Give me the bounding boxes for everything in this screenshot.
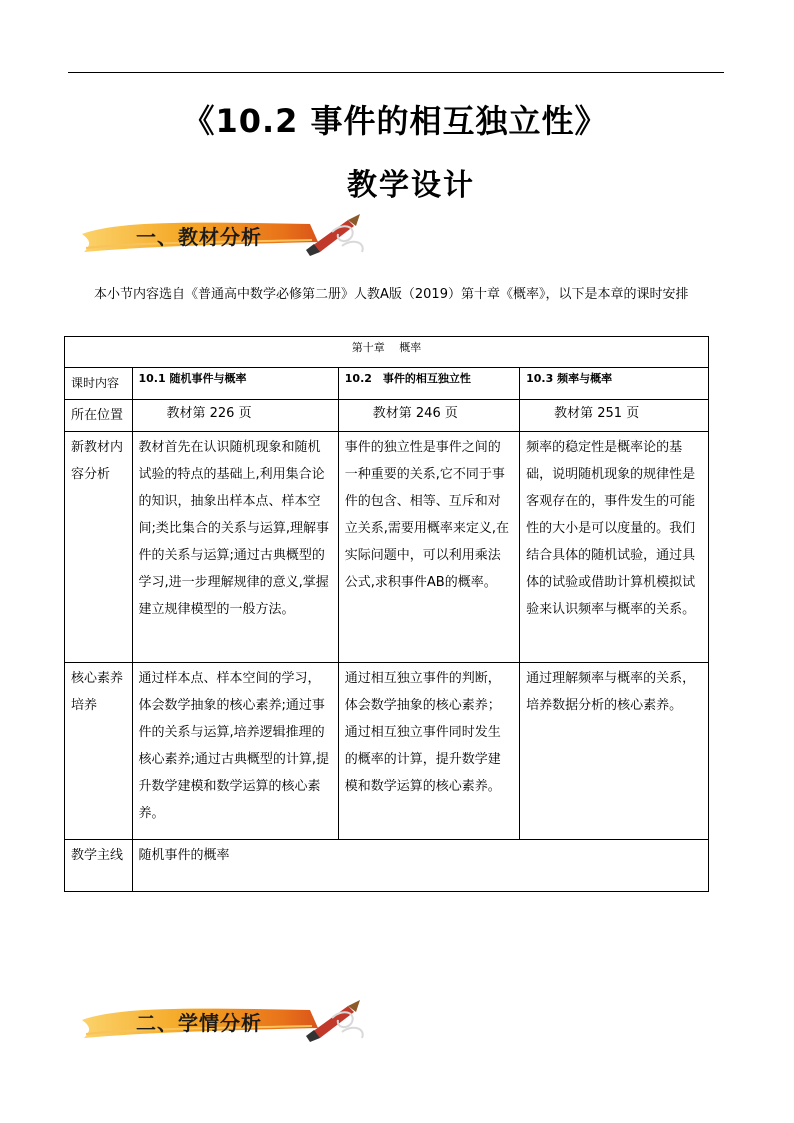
row-label: 课时内容 bbox=[65, 368, 133, 400]
table-cell: 10.2 事件的相互独立性 bbox=[338, 368, 519, 400]
table-cell: 通过样本点、样本空间的学习，体会数学抽象的核心素养;通过事件的关系与运算,培养逻辑推理的核心素养;通过古典概型的计算,提升数学建模和数学运算的核心素养。 bbox=[132, 663, 338, 840]
table-cell: 10.1 随机事件与概率 bbox=[132, 368, 338, 400]
section-banner-1 bbox=[80, 212, 376, 260]
table-caption: 第十章 概率 bbox=[65, 337, 709, 368]
header-rule bbox=[68, 72, 724, 73]
table-cell: 事件的独立性是事件之间的一种重要的关系,它不同于事件的包含、相等、互斥和对立关系,需要用概率来定义,在实际问题中，可以利用乘法公式,求积事件AB的概率。 bbox=[338, 432, 519, 663]
table-cell: 教材第 226 页 bbox=[132, 400, 338, 432]
row-label: 所在位置 bbox=[65, 400, 133, 432]
table-cell: 10.3 频率与概率 bbox=[520, 368, 709, 400]
document-title: 《10.2 事件的相互独立性》 bbox=[182, 102, 608, 140]
table-cell: 随机事件的概率 bbox=[132, 840, 709, 892]
row-label: 教学主线 bbox=[65, 840, 133, 892]
table-cell: 教材第 246 页 bbox=[338, 400, 519, 432]
section-heading: 一、教材分析 bbox=[136, 225, 262, 249]
table-cell: 通过理解频率与概率的关系，培养数据分析的核心素养。 bbox=[520, 663, 709, 840]
intro-paragraph: 本小节内容选自《普通高中数学必修第二册》人教A版（2019）第十章《概率》，以下是本章的课时安排 bbox=[94, 287, 689, 302]
table-cell: 频率的稳定性是概率论的基础，说明随机现象的规律性是客观存在的，事件发生的可能性的大小是可以度量的。我们结合具体的随机试验，通过具体的试验或借助计算机模拟试验来认识频率与概率的关系。 bbox=[520, 432, 709, 663]
table-cell: 教材首先在认识随机现象和随机试验的特点的基础上,利用集合论的知识，抽象出样本点、样本空间;类比集合的关系与运算,理解事件的关系与运算;通过古典概型的学习,进一步理解规律的意义,掌握建立规律模型的一般方法。 bbox=[132, 432, 338, 663]
table-cell: 教材第 251 页 bbox=[520, 400, 709, 432]
lesson-schedule-table bbox=[64, 336, 709, 892]
row-label: 核心素养培养 bbox=[65, 663, 133, 840]
row-label: 新教材内容分析 bbox=[65, 432, 133, 663]
section-heading: 二、学情分析 bbox=[136, 1011, 262, 1035]
section-banner-2 bbox=[80, 998, 376, 1046]
table-cell: 通过相互独立事件的判断，体会数学抽象的核心素养；通过相互独立事件同时发生的概率的计算，提升数学建模和数学运算的核心素养。 bbox=[338, 663, 519, 840]
document-subtitle: 教学设计 bbox=[347, 168, 475, 203]
